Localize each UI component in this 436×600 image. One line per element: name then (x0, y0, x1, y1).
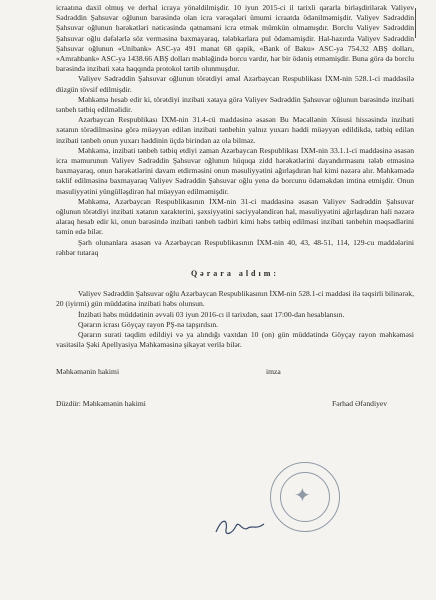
paragraph-7: Şərh olunanlara əsasən və Azərbaycan Respublikasının İXM-nin 40, 43, 48-51, 114, 129-cu maddələrini rəhbər tutaraq (56, 237, 414, 257)
judge-name: Fərhad Əfəndiyev (332, 398, 388, 408)
correct-label: Düzdür: Məhkəmənin hakimi (56, 398, 146, 408)
seal-star-icon: ✦ (294, 485, 311, 507)
paragraph-6: Məhkəmə, Azərbaycan Respublikasının İXM-nin 31-ci maddəsinə əsasən Valiyev Sədrəddin Şahsuvar oğlunun törətdiyi inzibati xətanın xarakterini, şəxsiyyətini səciyyələndirən hal, məsuliyyətini ağırlaşdıran hali nəzərə alaraq hesab edir ki, onun barəsində inzibati tənbeh tədbiri kimi həbs tətbiq edilməsi inzibati tənbehin məqsədlərini təmin edə bilər. (56, 196, 414, 237)
paragraph-4: Azərbaycan Respublikası İXM-nin 31.4-cü maddəsinə əsasən Bu Məcəllənin Xüsusi hissəsində inzibati xətanın törədilməsinə görə müəyyən edilən inzibati tənbehin yalnız yuxarı həddi müəyyən edildikdə, tətbiq edilən inzibati tənbeh onun yuxarı həddinin üçdə birindən az ola bilməz. (56, 115, 414, 145)
judge-label: Məhkəmənin hakimi (56, 366, 120, 376)
correct-signature-row (56, 393, 414, 415)
decision-3: Qərarın icrası Göyçay rayon PŞ-nə tapşırılsın. (78, 319, 219, 329)
judge-signature-row (56, 361, 414, 383)
court-seal-icon (270, 462, 340, 532)
paragraph-1: icraatına daxil olmuş ve derhal icraya yönəldilmişdir. 10 iyun 2015-ci il tarixli qərarla birləşdirilərək Valiyev Sədrəddin Şahsuvar oğlunun barəsində olan icra vərəqələri ümumi icraatda ödənilməmişdir. Valiyev Sədrəddin Şahsuvar oğlunun hərəkətləri nəticəsində qətnaməni icra etmək mümkün olmamışdır. Borclu Valiyev Sədrəddin Şahsuvar oğlu dəfələrlə söz verməsinə baxmayaraq, tələbkarlara pul ödəməmişdir. Hal-hazırda Valiyev Sədrəddin Şahsuvar oğlunun «Unibank» ASC-yə 491 manat 68 qəpik, «Bank of Baku» ASC-yə 754.32 ABŞ dolları, «Amrahbank» ASC-yə 1438.66 ABŞ dolları məbləğində borcu vardır, hər bir ödəniş etməmişdir. Buna görə də borclu barəsində inzibati xəta haqqında protokol tərtib olunmuşdur. (56, 3, 414, 74)
paragraph-2: Valiyev Sədrəddin Şahsuvar oğlunun törətdiyi əməl Azərbaycan Respublikası İXM-nin 528.1-ci maddəsilə düzgün tövsif edilmişdir. (56, 74, 414, 94)
paragraph-3: Məhkəmə hesab edir ki, törətdiyi inzibati xətaya görə Valiyev Sədrəddin Şahsuvar oğlunun barəsində inzibati tənbeh tətbiq edilməlidir. (56, 94, 414, 115)
handwritten-signature-icon (212, 512, 272, 542)
decision-title: Qərara aldım: (190, 269, 280, 279)
decision-1: Valiyev Sədrəddin Şahsuvar oğlu Azərbaycan Respublikasının İXM-nin 528.1-ci maddəsi ilə təqsirli bilinərək, 20 (iyirmi) gün müddətinə inzibati həbs olunsun. (56, 289, 414, 309)
decision-2: İnzibati həbs müddətinin əvvəli 03 iyun 2016-cı il tarixdən, saat 17:00-dan hesablansın. (78, 309, 345, 319)
decision-4: Qərarın surəti təqdim edildiyi və ya alındığı vaxtdan 10 (on) gün müddətində Göyçay rayon məhkəməsi vasitəsilə Şəki Apellyasiya Məhkəməsinə şikayət verilə bilər. (56, 330, 414, 350)
paragraph-5: Məhkəmə, inzibati tənbeh tətbiq etdiyi zaman Azərbaycan Respublikası İXM-nin 33.1.1-ci maddəsinə əsasən icra məmurunun Valiyev Sədrəddin Şahsuvar oğlunun hüquqa zidd hərəkətlərini dayandırmasını tələb etməsinə baxmayaraq, onun hərəkətlərini davam etdirməsini onun məsuliyyətini ağırlaşdıran hal kimi nəzərə alır. Məhkəmədə təklif edilməsinə baxmayaraq Valiyev Sədrəddin Şahsuvar oğlu yenə də borcunu ödəməkdən imtina etmişdir. Onun məsuliyyətini yüngülləşdirən hal müəyyən edilməmişdir. (56, 145, 414, 196)
imza-label: imza (266, 366, 281, 376)
